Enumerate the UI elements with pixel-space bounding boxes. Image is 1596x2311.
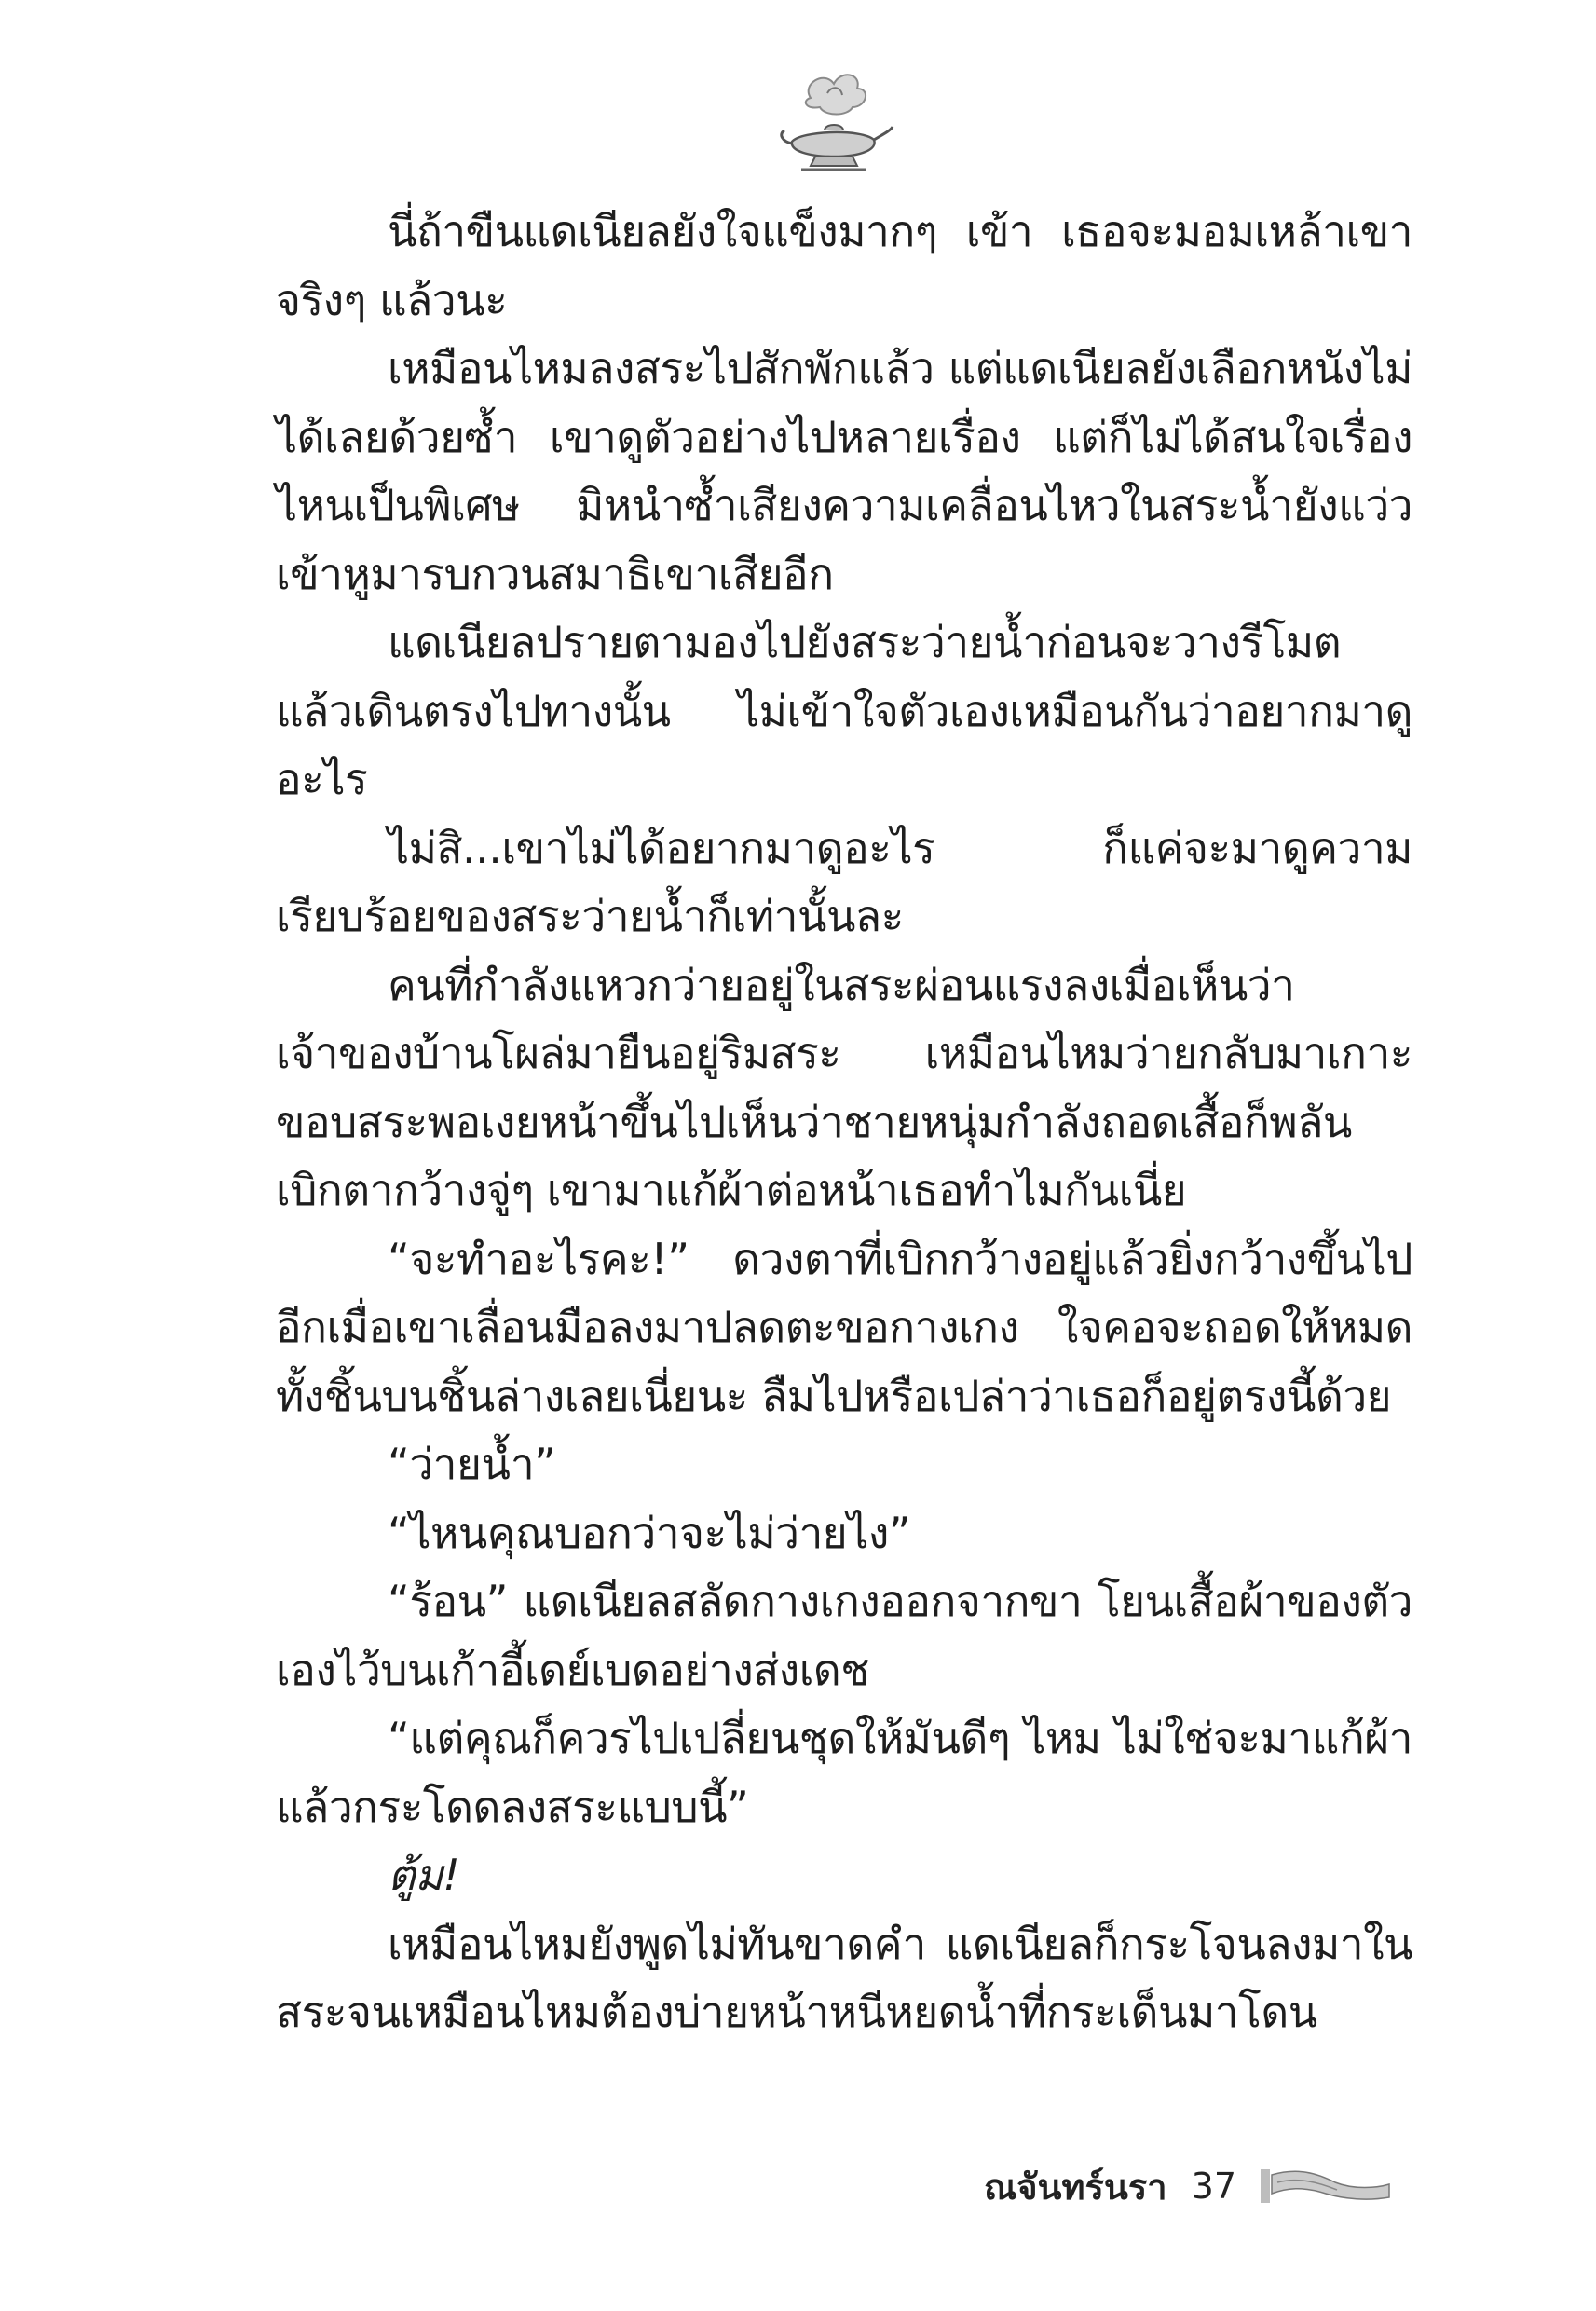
page-number: 37	[1191, 2166, 1236, 2207]
paragraph: “จะทำอะไรคะ!” ดวงตาที่เบิกกว้างอยู่แล้วยิ่งกว้างขึ้นไปอีกเมื่อเขาเลื่อนมือลงมาปลดตะขอกางเกง ใจคอจะถอดให้หมดทั้งชิ้นบนชิ้นล่างเลยเนี่ยนะ ลืมไปหรือเปล่าว่าเธอก็อยู่ตรงนี้ด้วย	[276, 1233, 1412, 1421]
paragraph: เหมือนไหมลงสระไปสักพักแล้ว แต่แดเนียลยังเลือกหนังไม่ได้เลยด้วยซ้ำ เขาดูตัวอย่างไปหลายเรื่อง แต่ก็ไม่ได้สนใจเรื่องไหนเป็นพิเศษ มิหนำซ้ำเสียงความเคลื่อนไหวในสระน้ำยังแว่วเข้าหูมารบกวนสมาธิเขาเสียอีก	[276, 343, 1412, 599]
paragraph: ไม่สิ...เขาไม่ได้อยากมาดูอะไร ก็แค่จะมาดูความเรียบร้อยของสระว่ายน้ำก็เท่านั้นละ	[276, 822, 1412, 941]
paragraph: ตู้ม!	[388, 1850, 460, 1900]
paragraph: คนที่กำลังแหวกว่ายอยู่ในสระผ่อนแรงลงเมื่อเห็นว่าเจ้าของบ้านโผล่มายืนอยู่ริมสระ เหมือนไหมว่ายกลับมาเกาะขอบสระพอเงยหน้าขึ้นไปเห็นว่าชายหนุ่มกำลังถอดเสื้อก็พลันเบิกตากว้างจู่ๆ เขามาแก้ผ้าต่อหน้าเธอทำไมกันเนี่ย	[276, 959, 1412, 1215]
body-text	[276, 198, 1412, 2047]
genie-lamp-icon	[773, 65, 894, 177]
paragraph: “ร้อน” แดเนียลสลัดกางเกงออกจากขา โยนเสื้อผ้าของตัวเองไว้บนเก้าอี้เดย์เบดอย่างส่งเดช	[276, 1576, 1412, 1695]
paragraph: เหมือนไหมยังพูดไม่ทันขาดคำ แดเนียลก็กระโจนลงมาในสระจนเหมือนไหมต้องบ่ายหน้าหนีหยดน้ำที่กระเด็นมาโดน	[276, 1918, 1412, 2037]
page-footer	[984, 2158, 1391, 2214]
paragraph: แดเนียลปรายตามองไปยังสระว่ายน้ำก่อนจะวางรีโมตแล้วเดินตรงไปทางนั้น ไม่เข้าใจตัวเองเหมือนกันว่าอยากมาดูอะไร	[276, 617, 1412, 804]
paragraph: “แต่คุณก็ควรไปเปลี่ยนชุดให้มันดีๆ ไหม ไม่ใช่จะมาแก้ผ้าแล้วกระโดดลงสระแบบนี้”	[276, 1713, 1412, 1832]
author-name: ณจันทร์นรา	[983, 2166, 1167, 2208]
book-flourish-icon	[1261, 2166, 1391, 2207]
paragraph: “ว่ายน้ำ”	[388, 1439, 556, 1489]
paragraph: นี่ถ้าขืนแดเนียลยังใจแข็งมากๆ เข้า เธอจะมอมเหล้าเขาจริงๆ แล้วนะ	[276, 206, 1412, 325]
paragraph: “ไหนคุณบอกว่าจะไม่ว่ายไง”	[388, 1507, 911, 1558]
